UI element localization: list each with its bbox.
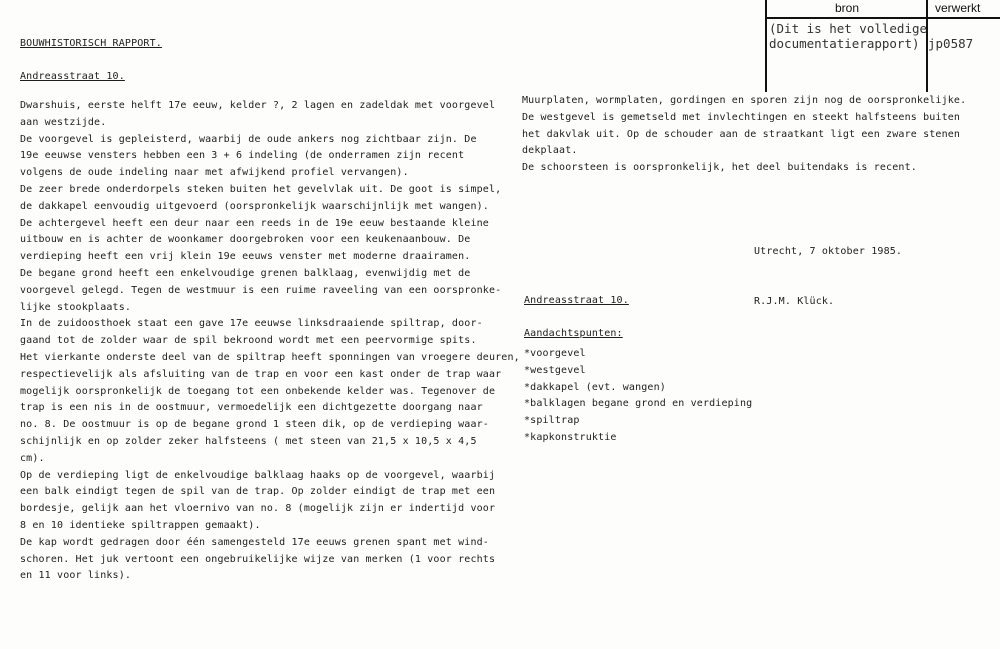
right-column-text	[522, 93, 966, 177]
body-line: een balk eindigt tegen de spil van de trap. Op zolder eindigt de trap met een	[20, 486, 496, 498]
body-line: en 11 voor links).	[20, 570, 132, 582]
body-line: bordesje, gelijk aan het vloernivo van no. 8 (mogelijk zijn er indertijd voor	[20, 503, 496, 515]
body-line: schoren. Het juk vertoont een ongebruikelijke wijze van merken (1 voor rechts	[20, 553, 496, 565]
body-line: volgens de oude indeling naar met afwijkend profiel vervangen).	[20, 167, 409, 179]
stamp-header-rule	[765, 17, 1000, 19]
body-line: De achtergevel heeft een deur naar een reeds in de 19e eeuw bestaande kleine	[20, 217, 489, 229]
attention-title: Aandachtspunten:	[524, 328, 623, 339]
body-line: voorgevel gelegd. Tegen de westmuur is een ruime raveeling van een oorspronke-	[20, 284, 502, 296]
attention-item: *kapkonstruktie	[524, 431, 617, 443]
signature-author: R.J.M. Klück.	[754, 295, 835, 307]
body-line: De kap wordt gedragen door één samengesteld 17e eeuws grenen spant met wind-	[20, 536, 489, 548]
body-line: cm).	[20, 452, 45, 464]
body-line: Op de verdieping ligt de enkelvoudige balklaag haaks op de voorgevel, waarbij	[20, 469, 496, 481]
attention-item: *westgevel	[524, 364, 586, 376]
stamp-left-border	[765, 0, 767, 92]
body-line: verdieping heeft een vrij klein 19e eeuws venster met moderne draairamen.	[20, 251, 471, 263]
body-line: gaand tot de zolder waar de spil bekroond wordt met een peervormige spits.	[20, 335, 477, 347]
stamp-source-line: (Dit is het volledige	[769, 21, 928, 36]
body-line: no. 8. De oostmuur is op de begane grond 1 steen dik, op de verdieping waar-	[20, 419, 489, 431]
body-line: In de zuidoosthoek staat een gave 17e eeuwse linksdraaiende spiltrap, door-	[20, 318, 483, 330]
body-line: De schoorsteen is oorspronkelijk, het deel buitendaks is recent.	[522, 162, 917, 174]
body-line: 19e eeuwse vensters hebben een 3 + 6 indeling (de onderramen zijn recent	[20, 150, 465, 162]
attention-item: *spiltrap	[524, 415, 580, 427]
stamp-source-line: documentatierapport)	[769, 36, 920, 51]
body-line: dekplaat.	[522, 145, 578, 157]
body-line: uitbouw en is achter de woonkamer doorgebroken voor een keukenaanbouw. De	[20, 234, 471, 246]
body-line: De begane grond heeft een enkelvoudige grenen balklaag, evenwijdig met de	[20, 267, 471, 279]
body-line: trap is een nis in de oostmuur, vermoedelijk een dichtgezette doorgang naar	[20, 402, 483, 414]
signature-place-date: Utrecht, 7 oktober 1985.	[754, 245, 903, 257]
stamp-header-bron: bron	[835, 1, 860, 15]
stamp-source-note	[769, 21, 927, 51]
body-line: het dakvlak uit. Op de schouder aan de straatkant ligt een zware stenen	[522, 128, 961, 140]
body-line: Dwarshuis, eerste helft 17e eeuw, kelder ?, 2 lagen en zadeldak met voorgevel	[20, 100, 496, 111]
body-line: De zeer brede onderdorpels steken buiten het gevelvlak uit. De goot is simpel,	[20, 183, 502, 195]
stamp-header-verwerkt: verwerkt	[935, 1, 981, 15]
report-title: BOUWHISTORISCH RAPPORT.	[20, 38, 162, 49]
body-line: de dakkapel eenvoudig uitgevoerd (oorspronkelijk waarschijnlijk met wangen).	[20, 200, 489, 212]
attention-item: *balklagen begane grond en verdieping	[524, 398, 753, 410]
body-line: 8 en 10 identieke spiltrappen gemaakt).	[20, 519, 261, 531]
body-line: Muurplaten, wormplaten, gordingen en sporen zijn nog de oorspronkelijke.	[522, 95, 967, 106]
body-line: Het vierkante onderste deel van de spiltrap heeft sponningen van vroegere deuren,	[20, 351, 520, 363]
body-line: respectievelijk als afsluiting van de trap en voor een kast onder de trap waar	[20, 368, 502, 380]
report-address: Andreasstraat 10.	[20, 71, 125, 82]
body-line: lijke stookplaats.	[20, 301, 132, 313]
attention-item: *dakkapel (evt. wangen)	[524, 381, 666, 393]
attention-address: Andreasstraat 10.	[524, 295, 629, 306]
signature-block	[754, 210, 902, 328]
stamp-processed-code: jp0587	[928, 36, 974, 51]
attention-list	[524, 346, 752, 447]
left-column-text	[20, 98, 520, 585]
body-line: schijnlijk en op zolder zeker halfsteens ( met steen van 21,5 x 10,5 x 4,5	[20, 435, 477, 447]
body-line: De voorgevel is gepleisterd, waarbij de oude ankers nog zichtbaar zijn. De	[20, 133, 477, 145]
body-line: mogelijk oorspronkelijk de toegang tot een onbekende kelder was. Tegenover de	[20, 385, 496, 397]
body-line: aan westzijde.	[20, 116, 107, 128]
attention-item: *voorgevel	[524, 348, 586, 359]
archive-stamp	[765, 0, 1000, 92]
body-line: De westgevel is gemetseld met invlechtingen en steekt halfsteens buiten	[522, 111, 961, 123]
